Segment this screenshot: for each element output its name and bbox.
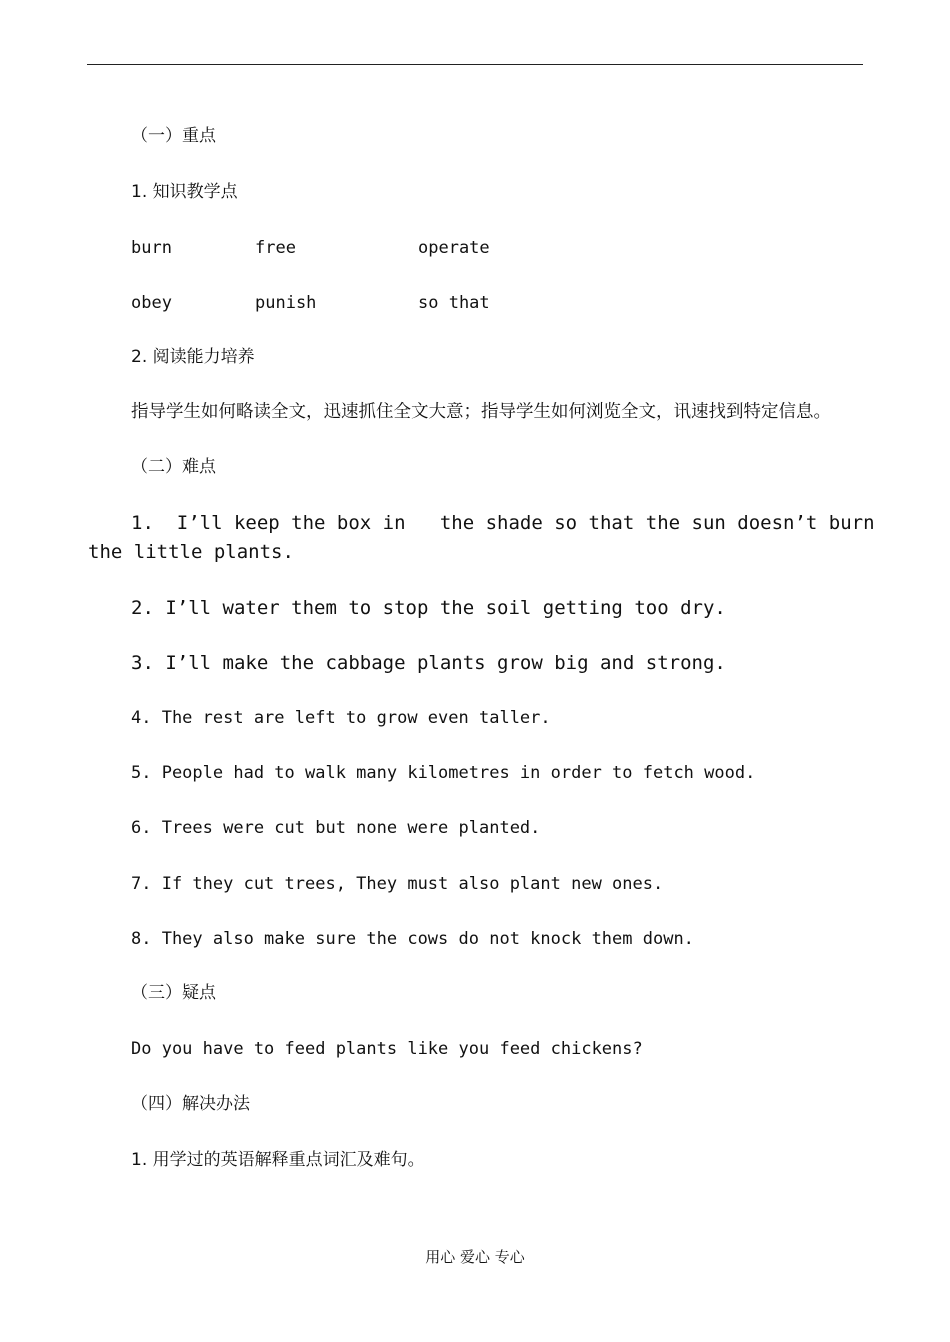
difficult-sentence-5: 5. People had to walk many kilometres in order to fetch wood. xyxy=(131,763,756,783)
vocab-row-1 xyxy=(0,237,950,259)
page-footer: 用心 爱心 专心 xyxy=(425,1248,525,1266)
difficult-sentence-1-line1: 1. I’ll keep the box in the shade so that the sun doesn’t burn xyxy=(131,512,875,534)
section-3-heading: （三）疑点 xyxy=(131,983,216,1003)
reading-skills-heading: 2. 阅读能力培养 xyxy=(131,347,255,367)
section-4-heading: （四）解决办法 xyxy=(131,1094,250,1114)
vocab-word: so that xyxy=(418,293,490,313)
question-text: Do you have to feed plants like you feed chickens? xyxy=(131,1039,643,1059)
difficult-sentence-2: 2. I’ll water them to stop the soil getting too dry. xyxy=(131,597,726,619)
difficult-sentence-3: 3. I’ll make the cabbage plants grow big and strong. xyxy=(131,652,726,674)
difficult-sentence-4: 4. The rest are left to grow even taller. xyxy=(131,708,551,728)
vocab-word: free xyxy=(255,238,296,258)
header-rule xyxy=(87,64,863,65)
difficult-sentence-8: 8. They also make sure the cows do not knock them down. xyxy=(131,929,694,949)
section-2-heading: （二）难点 xyxy=(131,457,216,477)
vocab-row-2 xyxy=(0,292,950,314)
section-1-heading: （一）重点 xyxy=(131,126,216,146)
difficult-sentence-1-line2: the little plants. xyxy=(88,541,294,563)
vocab-word: burn xyxy=(131,238,172,258)
reading-skills-text: 指导学生如何略读全文，迅速抓住全文大意；指导学生如何浏览全文，讯速找到特定信息。 xyxy=(131,402,831,422)
solution-item-1: 1. 用学过的英语解释重点词汇及难句。 xyxy=(131,1150,425,1170)
knowledge-points-heading: 1. 知识教学点 xyxy=(131,182,238,202)
difficult-sentence-7: 7. If they cut trees, They must also plant new ones. xyxy=(131,874,664,894)
difficult-sentence-6: 6. Trees were cut but none were planted. xyxy=(131,818,541,838)
vocab-word: obey xyxy=(131,293,172,313)
vocab-word: operate xyxy=(418,238,490,258)
vocab-word: punish xyxy=(255,293,317,313)
